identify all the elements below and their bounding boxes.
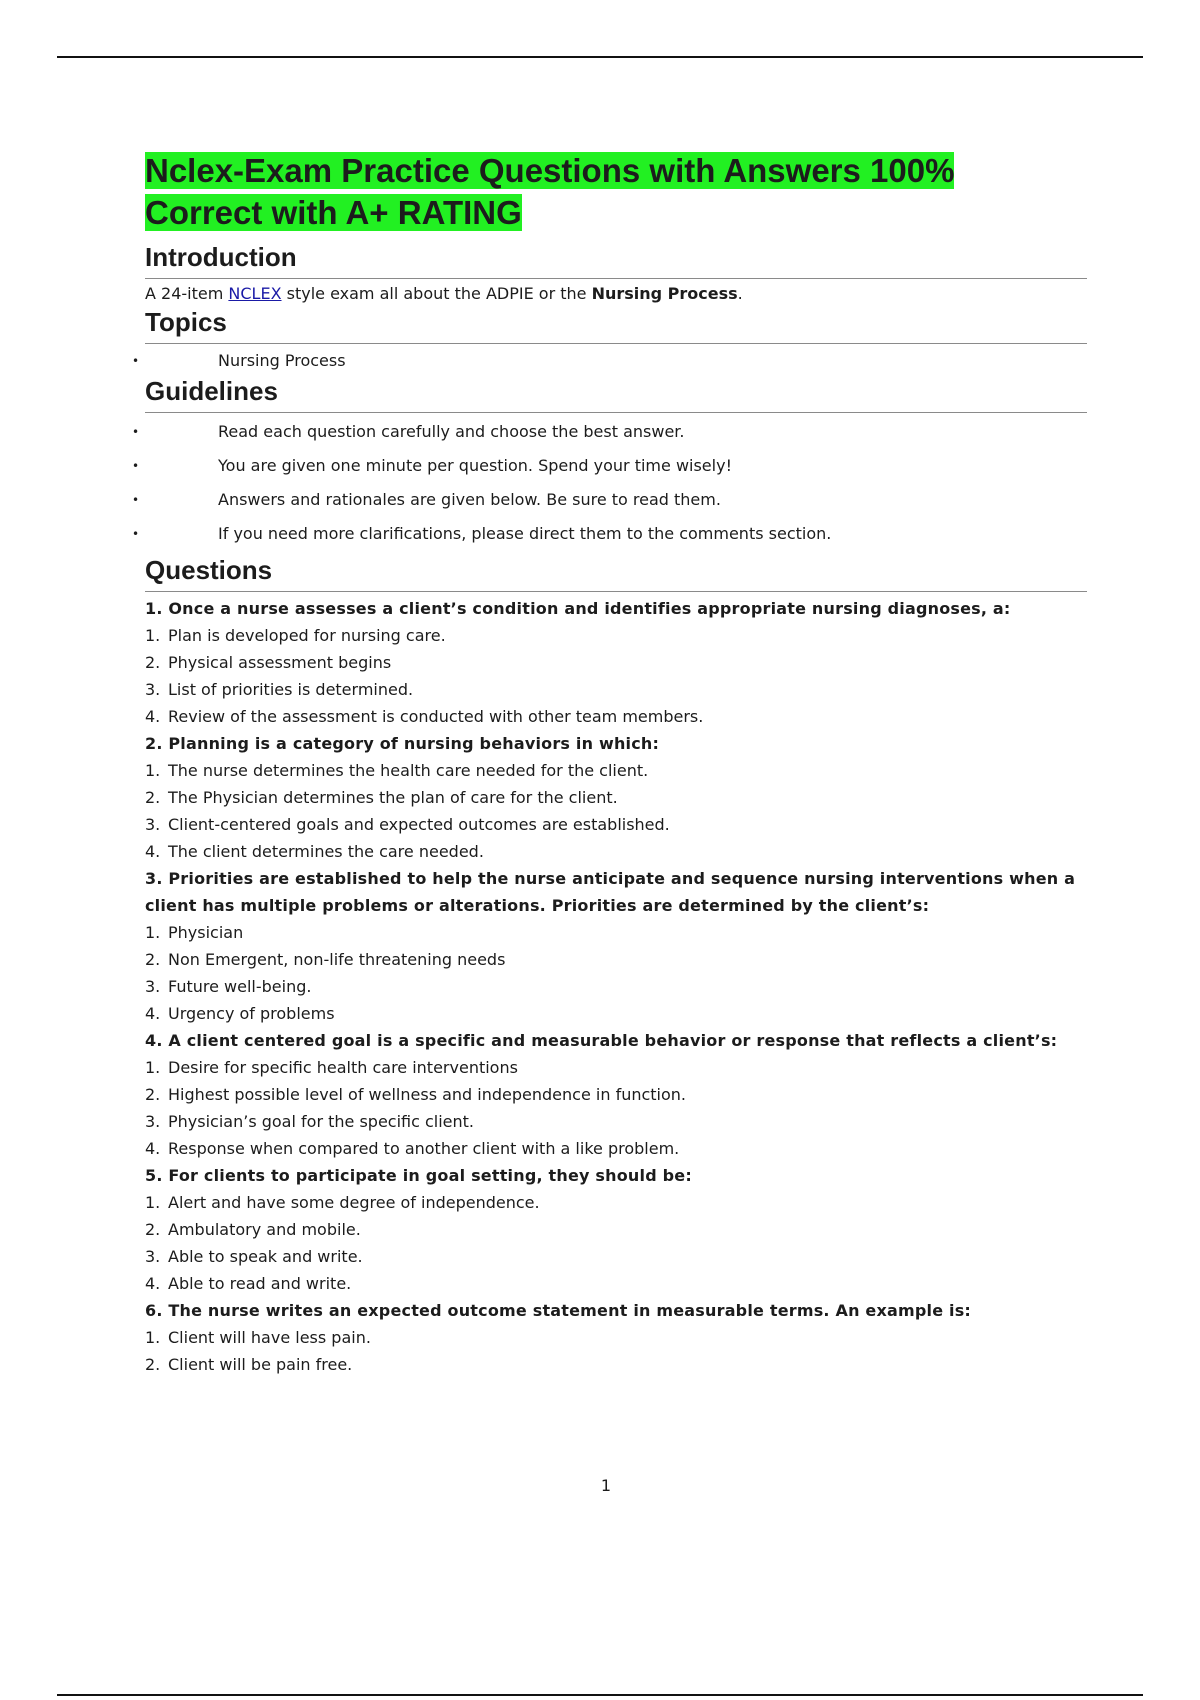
answer-option: 1. Plan is developed for nursing care. bbox=[145, 626, 446, 645]
option-text: Client-centered goals and expected outcomes are established. bbox=[168, 815, 670, 834]
option-text: Client will be pain free. bbox=[168, 1355, 353, 1374]
option-text: Alert and have some degree of independence. bbox=[168, 1193, 540, 1212]
topics-heading: Topics bbox=[145, 307, 1087, 344]
option-text: List of priorities is determined. bbox=[168, 680, 414, 699]
option-text: Physician bbox=[168, 923, 244, 942]
option-text: Physician’s goal for the specific client. bbox=[168, 1112, 475, 1131]
questions-heading: Questions bbox=[145, 555, 1087, 592]
question-text: 4. A client centered goal is a specific and measurable behavior or response that reflects a client’s: bbox=[145, 1031, 1058, 1050]
document-content bbox=[145, 150, 1087, 1378]
answer-option: 2. Physical assessment begins bbox=[145, 653, 392, 672]
answer-option: 3. List of priorities is determined. bbox=[145, 680, 414, 699]
question-text: 3. Priorities are established to help the nurse anticipate and sequence nursing interventions when a client has multiple problems or alterations. Priorities are determined by the client’s: bbox=[145, 869, 1076, 915]
answer-option: 3. Physician’s goal for the specific client. bbox=[145, 1112, 475, 1131]
answer-option: 3. Able to speak and write. bbox=[145, 1247, 363, 1266]
answer-options bbox=[145, 1189, 1087, 1297]
page-number: 1 bbox=[600, 1476, 612, 1495]
intro-text-start: A 24-item bbox=[145, 284, 229, 303]
title-line-2: Correct with A+ RATING bbox=[145, 194, 522, 231]
answer-option: 4. Review of the assessment is conducted with other team members. bbox=[145, 707, 704, 726]
introduction-text bbox=[145, 283, 1087, 305]
question-text: 2. Planning is a category of nursing behaviors in which: bbox=[145, 734, 660, 753]
answer-option: 1. Desire for specific health care interventions bbox=[145, 1058, 518, 1077]
option-text: Able to speak and write. bbox=[168, 1247, 363, 1266]
answer-option: 1. Client will have less pain. bbox=[145, 1328, 371, 1347]
option-text: Desire for specific health care interventions bbox=[168, 1058, 518, 1077]
guideline-item: • Read each question carefully and choose the best answer. bbox=[145, 415, 1087, 449]
question-list bbox=[145, 595, 1087, 1378]
option-text: The Physician determines the plan of care for the client. bbox=[168, 788, 618, 807]
option-text: Plan is developed for nursing care. bbox=[168, 626, 446, 645]
answer-option: 2. Ambulatory and mobile. bbox=[145, 1220, 361, 1239]
bottom-rule bbox=[57, 1694, 1143, 1696]
topic-item: • Nursing Process bbox=[145, 350, 1087, 372]
question-block bbox=[145, 1297, 1087, 1378]
nclex-link[interactable]: NCLEX bbox=[228, 284, 282, 303]
option-text: The client determines the care needed. bbox=[168, 842, 484, 861]
option-text: Able to read and write. bbox=[168, 1274, 352, 1293]
option-text: Physical assessment begins bbox=[168, 653, 392, 672]
answer-option: 4. Able to read and write. bbox=[145, 1274, 352, 1293]
topics-list bbox=[145, 350, 1087, 372]
option-text: Ambulatory and mobile. bbox=[168, 1220, 361, 1239]
intro-text-middle: style exam all about the ADPIE or the bbox=[281, 284, 592, 303]
answer-option: 4. Urgency of problems bbox=[145, 1004, 335, 1023]
guideline-item: • Answers and rationales are given below. Be sure to read them. bbox=[145, 483, 1087, 517]
guideline-item: • If you need more clarifications, please direct them to the comments section. bbox=[145, 517, 1087, 551]
answer-option: 4. The client determines the care needed. bbox=[145, 842, 484, 861]
option-text: Client will have less pain. bbox=[168, 1328, 371, 1347]
question-block bbox=[145, 595, 1087, 730]
answer-option: 1. Alert and have some degree of independence. bbox=[145, 1193, 540, 1212]
question-block bbox=[145, 1162, 1087, 1297]
question-text: 6. The nurse writes an expected outcome statement in measurable terms. An example is: bbox=[145, 1301, 972, 1320]
question-block bbox=[145, 1027, 1087, 1162]
option-text: Response when compared to another client with a like problem. bbox=[168, 1139, 680, 1158]
answer-option: 1. Physician bbox=[145, 923, 244, 942]
question-text: 1. Once a nurse assesses a client’s condition and identifies appropriate nursing diagnoses, a: bbox=[145, 599, 1011, 618]
question-block bbox=[145, 730, 1087, 865]
title-line-1: Nclex-Exam Practice Questions with Answers 100% bbox=[145, 152, 955, 189]
guideline-item: • You are given one minute per question. Spend your time wisely! bbox=[145, 449, 1087, 483]
option-text: Highest possible level of wellness and independence in function. bbox=[168, 1085, 687, 1104]
answer-options bbox=[145, 622, 1087, 730]
document-title bbox=[145, 150, 1087, 234]
option-text: Review of the assessment is conducted with other team members. bbox=[168, 707, 704, 726]
introduction-heading: Introduction bbox=[145, 242, 1087, 279]
answer-option: 4. Response when compared to another client with a like problem. bbox=[145, 1139, 680, 1158]
top-rule bbox=[57, 56, 1143, 58]
question-text: 5. For clients to participate in goal setting, they should be: bbox=[145, 1166, 692, 1185]
intro-bold-text: Nursing Process bbox=[591, 284, 738, 303]
intro-text-end: . bbox=[737, 284, 743, 303]
answer-option: 3. Client-centered goals and expected outcomes are established. bbox=[145, 815, 670, 834]
guidelines-heading: Guidelines bbox=[145, 376, 1087, 413]
guidelines-list bbox=[145, 415, 1087, 551]
answer-option: 1. The nurse determines the health care needed for the client. bbox=[145, 761, 649, 780]
option-text: Future well-being. bbox=[168, 977, 312, 996]
answer-option: 2. Highest possible level of wellness and independence in function. bbox=[145, 1085, 687, 1104]
option-text: Non Emergent, non-life threatening needs bbox=[168, 950, 506, 969]
answer-options bbox=[145, 1054, 1087, 1162]
answer-options bbox=[145, 919, 1087, 1027]
answer-option: 2. Client will be pain free. bbox=[145, 1355, 353, 1374]
option-text: Urgency of problems bbox=[168, 1004, 335, 1023]
question-block bbox=[145, 865, 1087, 1027]
answer-option: 3. Future well-being. bbox=[145, 977, 312, 996]
answer-option: 2. The Physician determines the plan of care for the client. bbox=[145, 788, 618, 807]
answer-options bbox=[145, 1324, 1087, 1378]
answer-options bbox=[145, 757, 1087, 865]
option-text: The nurse determines the health care needed for the client. bbox=[168, 761, 649, 780]
answer-option: 2. Non Emergent, non-life threatening needs bbox=[145, 950, 506, 969]
